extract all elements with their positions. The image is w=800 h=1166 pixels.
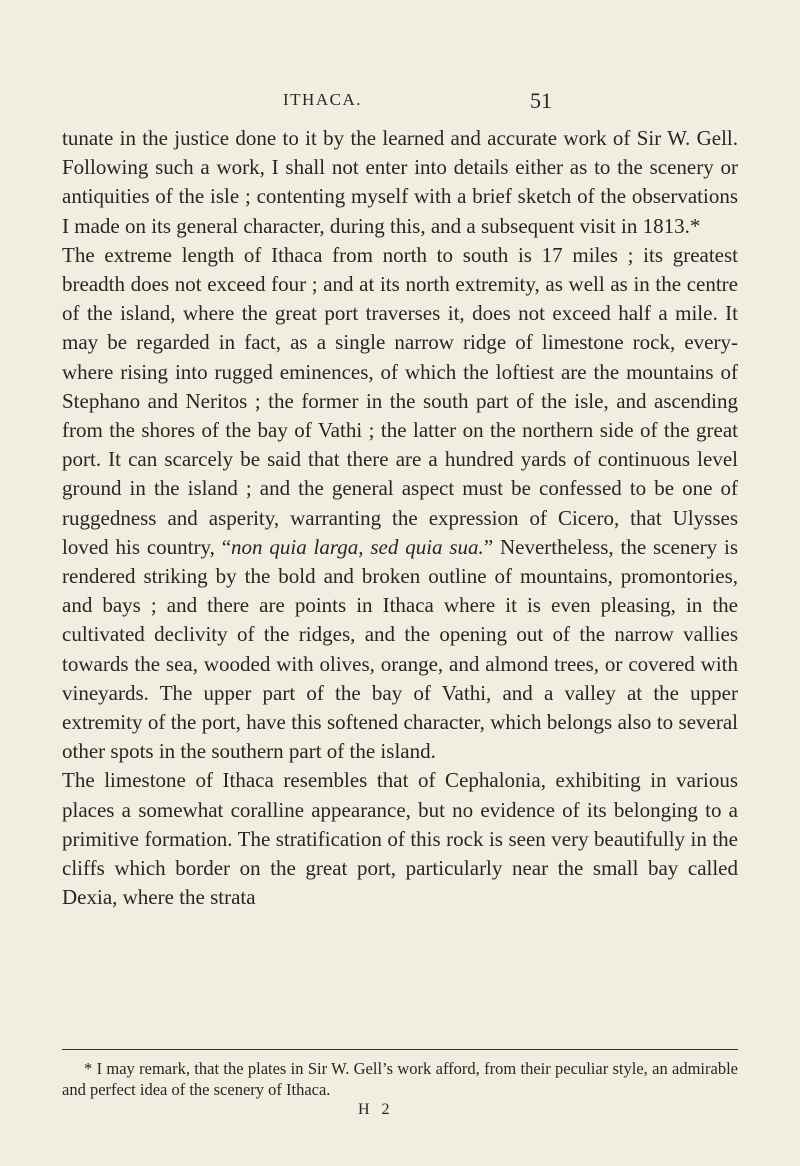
paragraph-2-text-a: The extreme length of Ithaca from north to south is 17 miles ; its greatest breadth does not exceed four ; and at its north extremity, as well as in the centre of the island, where the great port traverses it, does not exceed half a mile. It may be regarded in fact, as a single narrow ridge of limestone rock, every-where rising into rugged eminences, of which the loftiest are the mountains of Stephano and Neritos ; the former in the south part of the isle, and ascending from the shores of the bay of Vathi ; the latter on the northern side of the great port. It can scarcely be said that there are a hundred yards of continuous level ground in the island ; and the general aspect must be confessed to be one of ruggedness and asperity, warranting the expression of Cicero, that Ulysses loved his country, “	[62, 242, 738, 559]
body-text	[62, 124, 738, 912]
running-title: ITHACA.	[283, 90, 362, 109]
page-number: 51	[530, 88, 552, 113]
paragraph-3	[62, 766, 738, 912]
paragraph-1	[62, 124, 738, 241]
paragraph-1-text: tunate in the justice done to it by the learned and accurate work of Sir W. Gell. Following such a work, I shall not enter into details either as to the scenery or antiquities of the isle ; contenting myself with a brief sketch of the observations I made on its general character, during this, and a subsequent visit in 1813.*	[62, 126, 738, 238]
signature-mark: H 2	[358, 1101, 394, 1118]
paragraph-2	[62, 241, 738, 767]
cicero-quote: non quia larga, sed quia sua.	[231, 534, 484, 559]
footnote: * I may remark, that the plates in Sir W. Gell’s work afford, from their peculiar style, an admirable and perfect idea of the scenery of Ithaca.	[62, 1059, 738, 1099]
page-header	[0, 88, 800, 124]
paragraph-2-text-b: ” Nevertheless, the scenery is rendered striking by the bold and broken outline of mountains, promontories, and bays ; and there are points in Ithaca where it is even pleasing, in the cultivated declivity of the ridges, and the opening out of the narrow vallies towards the sea, wooded with olives, orange, and almond trees, or covered with vineyards. The upper part of the bay of Vathi, and a valley at the upper extremity of the port, have this softened character, which belongs also to several other spots in the southern part of the island.	[62, 534, 738, 764]
paragraph-3-text: The limestone of Ithaca resembles that of Cephalonia, exhibiting in various places a somewhat coralline appearance, but no evidence of its belonging to a primitive formation. The stratification of this rock is seen very beautifully in the cliffs which border on the great port, particularly near the small bay called Dexia, where the strata	[62, 768, 738, 910]
footnote-rule	[62, 1049, 738, 1050]
